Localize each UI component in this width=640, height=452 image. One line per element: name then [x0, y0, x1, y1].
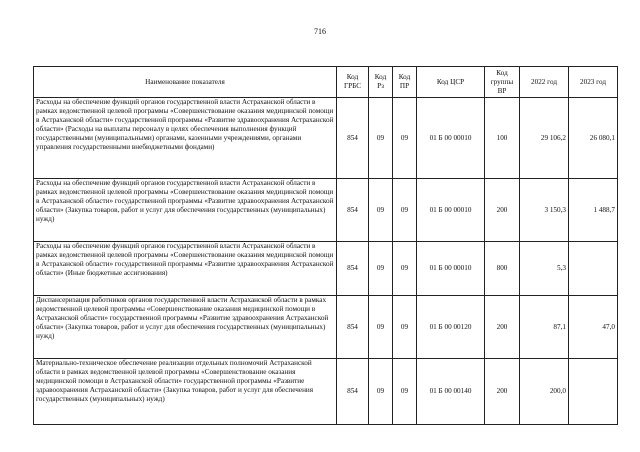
header-vr: Код группы ВР — [485, 67, 520, 98]
table-row — [34, 179, 618, 242]
row-grbs: 854 — [337, 359, 369, 425]
row-2023 — [569, 359, 618, 425]
row-name: Расходы на обеспечение функций органов государственной власти Астраханской области в рамках ведомственной целевой программы «Совершенствование оказания медицинской помощи в Астраханской области» государственной программы «Развитие здравоохранения Астраханской области» (Закупка товаров, работ и услуг для обеспечения государственных (муниципальных) нужд) — [34, 179, 337, 242]
row-csr: 01 Б 00 00010 — [417, 242, 485, 296]
row-vr: 800 — [485, 242, 520, 296]
row-csr: 01 Б 00 00010 — [417, 179, 485, 242]
row-2023: 26 080,1 — [569, 98, 618, 179]
header-rz: Код Рз — [369, 67, 393, 98]
header-2023: 2023 год — [569, 67, 618, 98]
table-row — [34, 296, 618, 359]
row-pr: 09 — [393, 98, 417, 179]
header-name: Наименование показателя — [34, 67, 337, 98]
row-2022: 200,0 — [520, 359, 569, 425]
page-number: 716 — [314, 27, 326, 36]
row-name: Расходы на обеспечение функций органов государственной власти Астраханской области в рамках ведомственной целевой программы «Совершенствование оказания медицинской помощи в Астраханской области» государственной программы «Развитие здравоохранения Астраханской области» (Иные бюджетные ассигнования) — [34, 242, 337, 296]
row-csr: 01 Б 00 00010 — [417, 98, 485, 179]
header-2022: 2022 год — [520, 67, 569, 98]
row-grbs: 854 — [337, 179, 369, 242]
row-grbs: 854 — [337, 242, 369, 296]
header-pr: Код ПР — [393, 67, 417, 98]
row-grbs: 854 — [337, 98, 369, 179]
header-grbs: Код ГРБС — [337, 67, 369, 98]
row-rz: 09 — [369, 98, 393, 179]
header-csr: Код ЦСР — [417, 67, 485, 98]
row-rz: 09 — [369, 359, 393, 425]
row-rz: 09 — [369, 242, 393, 296]
row-rz: 09 — [369, 296, 393, 359]
row-grbs: 854 — [337, 296, 369, 359]
row-vr: 100 — [485, 98, 520, 179]
row-rz: 09 — [369, 179, 393, 242]
row-name: Материально-техническое обеспечение реализации отдельных полномочий Астраханской области в рамках ведомственной целевой программы «Совершенствование оказания медицинской помощи в Астраханской области» государственной программы «Развитие здравоохранения Астраханской области» (Закупка товаров, работ и услуг для обеспечения государственных (муниципальных) нужд) — [34, 359, 337, 425]
row-name: Расходы на обеспечение функций органов государственной власти Астраханской области в рамках ведомственной целевой программы «Совершенствование оказания медицинской помощи в Астраханской области» государственной программы «Развитие здравоохранения Астраханской области» (Расходы на выплаты персоналу в целях обеспечения выполнения функций государственными (муниципальными) органами, казенными учреждениями, органами управления государственными внебюджетными фондами) — [34, 98, 337, 179]
row-vr: 200 — [485, 359, 520, 425]
row-vr: 200 — [485, 179, 520, 242]
row-2022: 87,1 — [520, 296, 569, 359]
row-pr: 09 — [393, 296, 417, 359]
row-vr: 200 — [485, 296, 520, 359]
row-name: Диспансеризация работников органов государственной власти Астраханской области в рамках ведомственной целевой программы «Совершенствование оказания медицинской помощи в Астраханской области» государственной программы «Развитие здравоохранения Астраханской области» (Закупка товаров, работ и услуг для обеспечения государственных (муниципальных) нужд) — [34, 296, 337, 359]
row-csr: 01 Б 00 00120 — [417, 296, 485, 359]
table-row — [34, 359, 618, 425]
row-2022: 29 106,2 — [520, 98, 569, 179]
table-header-row — [34, 67, 618, 98]
row-csr: 01 Б 00 00140 — [417, 359, 485, 425]
budget-table — [33, 66, 618, 425]
row-2022: 3 150,3 — [520, 179, 569, 242]
table-row — [34, 242, 618, 296]
row-2023: 1 488,7 — [569, 179, 618, 242]
table-row — [34, 98, 618, 179]
row-pr: 09 — [393, 242, 417, 296]
row-2023: 47,0 — [569, 296, 618, 359]
row-2023 — [569, 242, 618, 296]
row-2022: 5,3 — [520, 242, 569, 296]
row-pr: 09 — [393, 359, 417, 425]
row-pr: 09 — [393, 179, 417, 242]
